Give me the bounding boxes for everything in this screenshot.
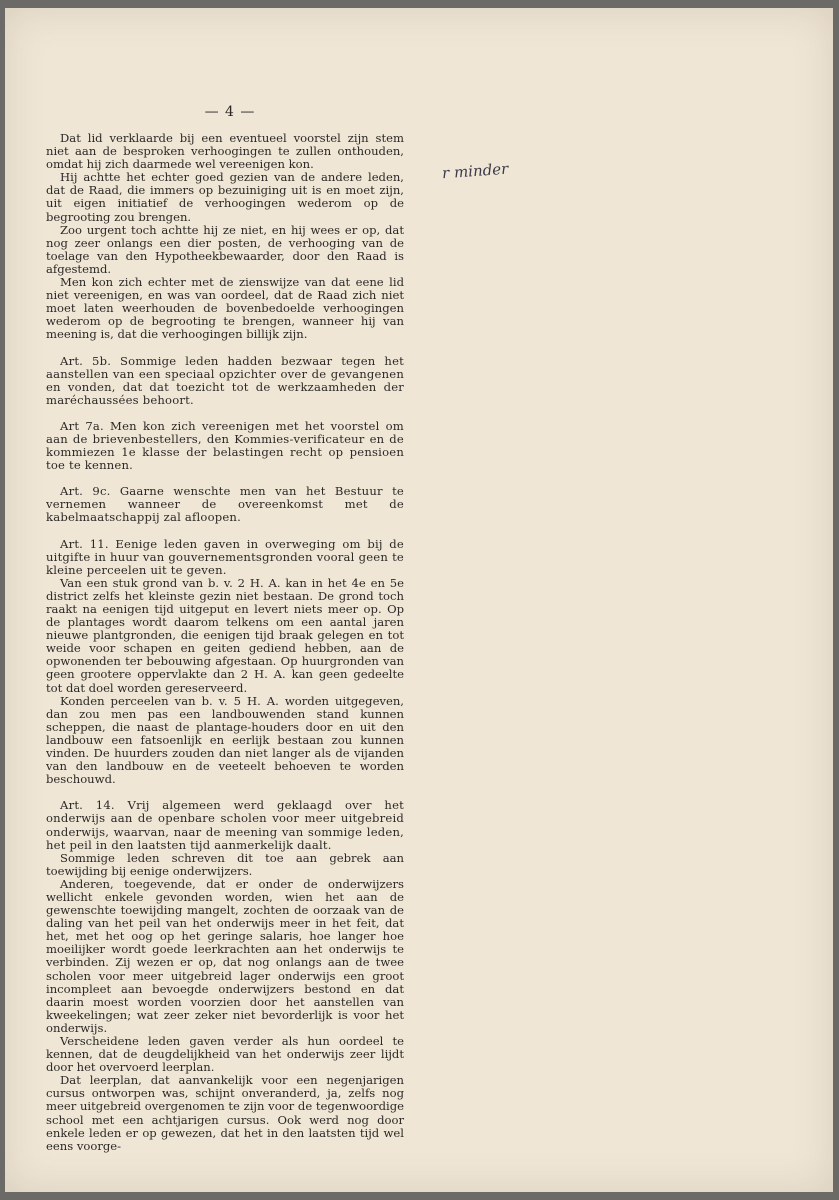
paragraph: Zoo urgent toch achtte hij ze niet, en hij wees er op, dat nog zeer onlangs een dier posten, de verhooging van de toelage van den Hypotheekbewaarder, door den Raad is afgestemd. xyxy=(46,222,404,276)
handwritten-margin-note: r minder xyxy=(441,159,509,183)
article-paragraph: Art 7a. Men kon zich vereenigen met het voorstel om aan de brievenbestellers, den Kommies-verificateur en de kommiezen 1e klasse der belastingen recht op pensioen toe te kennen. xyxy=(46,418,404,473)
paragraph: Hij achtte het echter goed gezien van de andere leden, dat de Raad, die immers op bezuiniging uit is en moet zijn, uit eigen initiatief de verhoogingen wederom op de begrooting zou brengen. xyxy=(46,170,404,224)
paragraph: Anderen, toegevende, dat er onder de onderwijzers wellicht enkele gevonden worden, wien het aan de gewenschte toewijding mangelt, zochten de oorzaak van de daling van het peil van het onderwijs meer in het feit, dat het, met het oog op het geringe salaris, hoe langer hoe moeilijker wordt goede leerkrachten aan het onderwijs te verbinden. Zij wezen er op, dat nog onlangs aan de twee scholen voor meer uitgebreid lager onderwijs een groot incompleet aan bevoegde onderwijzers bestond en dat daarin moest worden voorzien door het aanstellen van kweekelingen; wat zeer zeker niet bevorderlijk is voor het onderwijs. xyxy=(46,876,404,1035)
paragraph: Sommige leden schreven dit toe aan gebrek aan toewijding bij eenige onderwijzers. xyxy=(46,850,404,878)
paragraph: Dat lid verklaarde bij een eventueel voorstel zijn stem niet aan de besproken verhoogingen te zullen onthouden, omdat hij zich daarmede wel vereenigen kon. xyxy=(46,131,404,172)
paragraph: Verscheidene leden gaven verder als hun oordeel te kennen, dat de deugdelijkheid van het onderwijs zeer lijdt door het overvoerd leerplan. xyxy=(46,1034,404,1075)
page-number: — 4 — xyxy=(204,104,256,120)
paragraph: Dat leerplan, dat aanvankelijk voor een negenjarigen cursus ontworpen was, schijnt onveranderd, ja, zelfs nog meer uitgebreid overgenomen te zijn voor de tegenwoordige school met een achtjarigen cursus. Ook werd nog door enkele leden er op gewezen, dat het in den laatsten tijd wel eens voorge- xyxy=(46,1073,404,1153)
paragraph: Men kon zich echter met de zienswijze van dat eene lid niet vereenigen, en was van oordeel, dat de Raad zich niet moet laten weerhouden de bovenbedoelde verhoogingen wederom op de begrooting te brengen, wanneer hij van meening is, dat die verhoogingen billijk zijn. xyxy=(46,275,404,342)
article-paragraph: Art. 11. Eenige leden gaven in overweging om bij de uitgifte in huur van gouvernementsgronden vooral geen te kleine perceelen uit te geven. xyxy=(46,536,404,577)
article-paragraph: Art. 9c. Gaarne wenschte men van het Bestuur te vernemen wanneer de overeenkomst met de kabelmaatschappij zal afloopen. xyxy=(46,484,404,525)
text-column xyxy=(46,132,404,1153)
article-paragraph: Art. 5b. Sommige leden hadden bezwaar tegen het aanstellen van een speciaal opzichter over de gevangenen en vonden, dat dat toezicht tot de werkzaamheden der maréchaussées behoort. xyxy=(46,353,404,407)
paragraph: Konden perceelen van b. v. 5 H. A. worden uitgegeven, dan zou men pas een landbouwenden stand kunnen scheppen, die naast de plantage-houders door en uit den landbouw een fatsoenlijk en eerlijk bestaan zou kunnen vinden. De huurders zouden dan niet langer als de vijanden van den landbouw en de veeteelt behoeven te worden beschouwd. xyxy=(46,693,404,787)
article-paragraph: Art. 14. Vrij algemeen werd geklaagd over het onderwijs aan de openbare scholen voor meer uitgebreid onderwijs, waarvan, naar de meening van sommige leden, het peil in den laatsten tijd aanmerkelijk daalt. xyxy=(46,798,404,852)
paragraph: Van een stuk grond van b. v. 2 H. A. kan in het 4e en 5e district zelfs het kleinste gezin niet bestaan. De grond toch raakt na eenigen tijd uitgeput en levert niets meer op. Op de plantages wordt daarom telkens om een aantal jaren nieuwe plantgronden, die eenigen tijd braak gelegen en tot weide voor schapen en geiten gediend hebben, aan de opwonenden ter bebouwing afgestaan. Op huurgronden van geen grootere oppervlakte dan 2 H. A. kan geen gedeelte tot dat doel worden gereserveerd. xyxy=(46,575,404,695)
